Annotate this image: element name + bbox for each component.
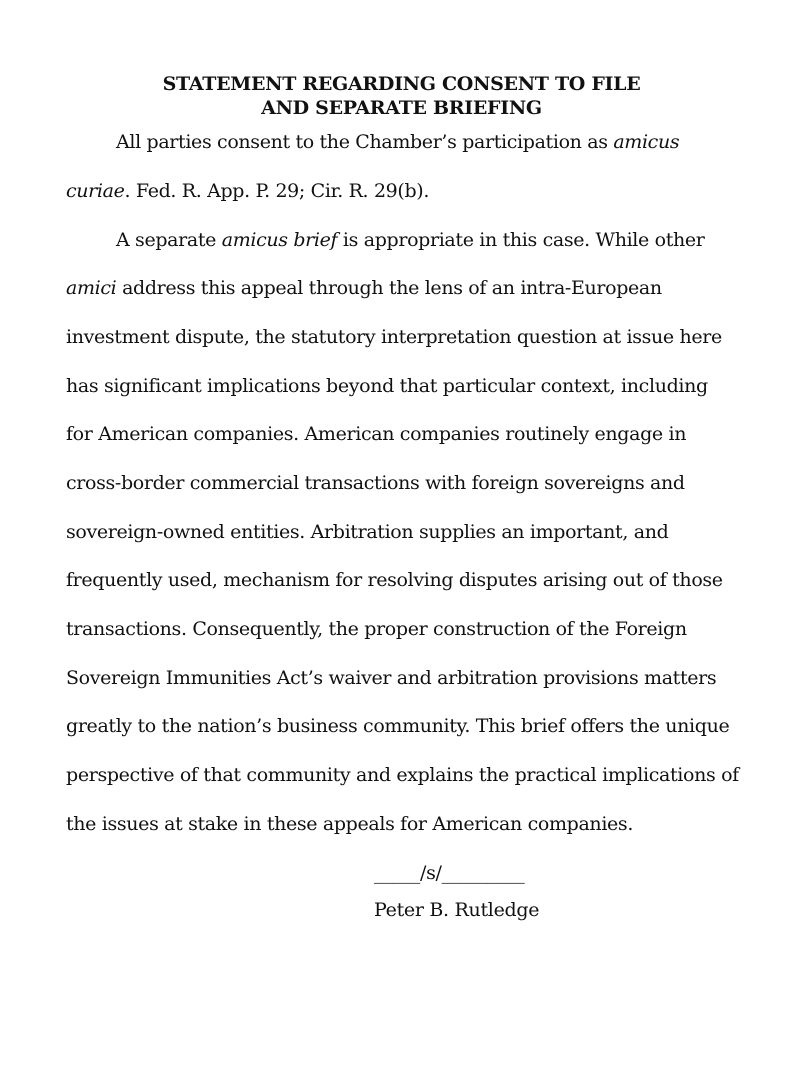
paragraph-2-line: sovereign-owned entities. Arbitration supplies an important, and [66,521,669,543]
signatory-name: Peter B. Rutledge [374,899,540,921]
paragraph-2-line-2 [66,277,662,299]
paragraph-1-line-1 [116,131,679,153]
text: . Fed. R. App. P. 29; Cir. R. 29(b). [124,180,430,202]
heading-line-2: AND SEPARATE BRIEFING [261,97,542,119]
paragraph-2-line: greatly to the nation’s business community. This brief offers the unique [66,715,730,737]
section-heading [0,72,803,120]
text: address this appeal through the lens of an intra-European [116,277,662,299]
paragraph-2-line: for American companies. American companies routinely engage in [66,423,687,445]
italic-text: curiae [66,180,125,202]
paragraph-2-line: cross-border commercial transactions with foreign sovereigns and [66,472,685,494]
paragraph-2-line: investment dispute, the statutory interpretation question at issue here [66,326,722,348]
paragraph-2-line: perspective of that community and explains the practical implications of [66,764,739,786]
italic-text: amici [66,277,117,299]
italic-text: amicus brief [221,229,338,251]
text: is appropriate in this case. While other [337,229,705,251]
text: A separate [116,229,222,251]
paragraph-1-line-2 [66,180,429,202]
paragraph-2-line: Sovereign Immunities Act’s waiver and arbitration provisions matters [66,667,717,689]
paragraph-2-line: transactions. Consequently, the proper construction of the Foreign [66,618,687,640]
paragraph-2-line: the issues at stake in these appeals for American companies. [66,813,634,835]
paragraph-2-line-1 [116,229,705,251]
italic-text: amicus [613,131,680,153]
paragraph-2-line: frequently used, mechanism for resolving disputes arising out of those [66,569,723,591]
heading-line-1: STATEMENT REGARDING CONSENT TO FILE [162,73,641,95]
paragraph-2-line: has significant implications beyond that particular context, including [66,375,708,397]
text: All parties consent to the Chamber’s participation as [116,131,614,153]
signature-line: _____/s/_________ [374,862,525,884]
